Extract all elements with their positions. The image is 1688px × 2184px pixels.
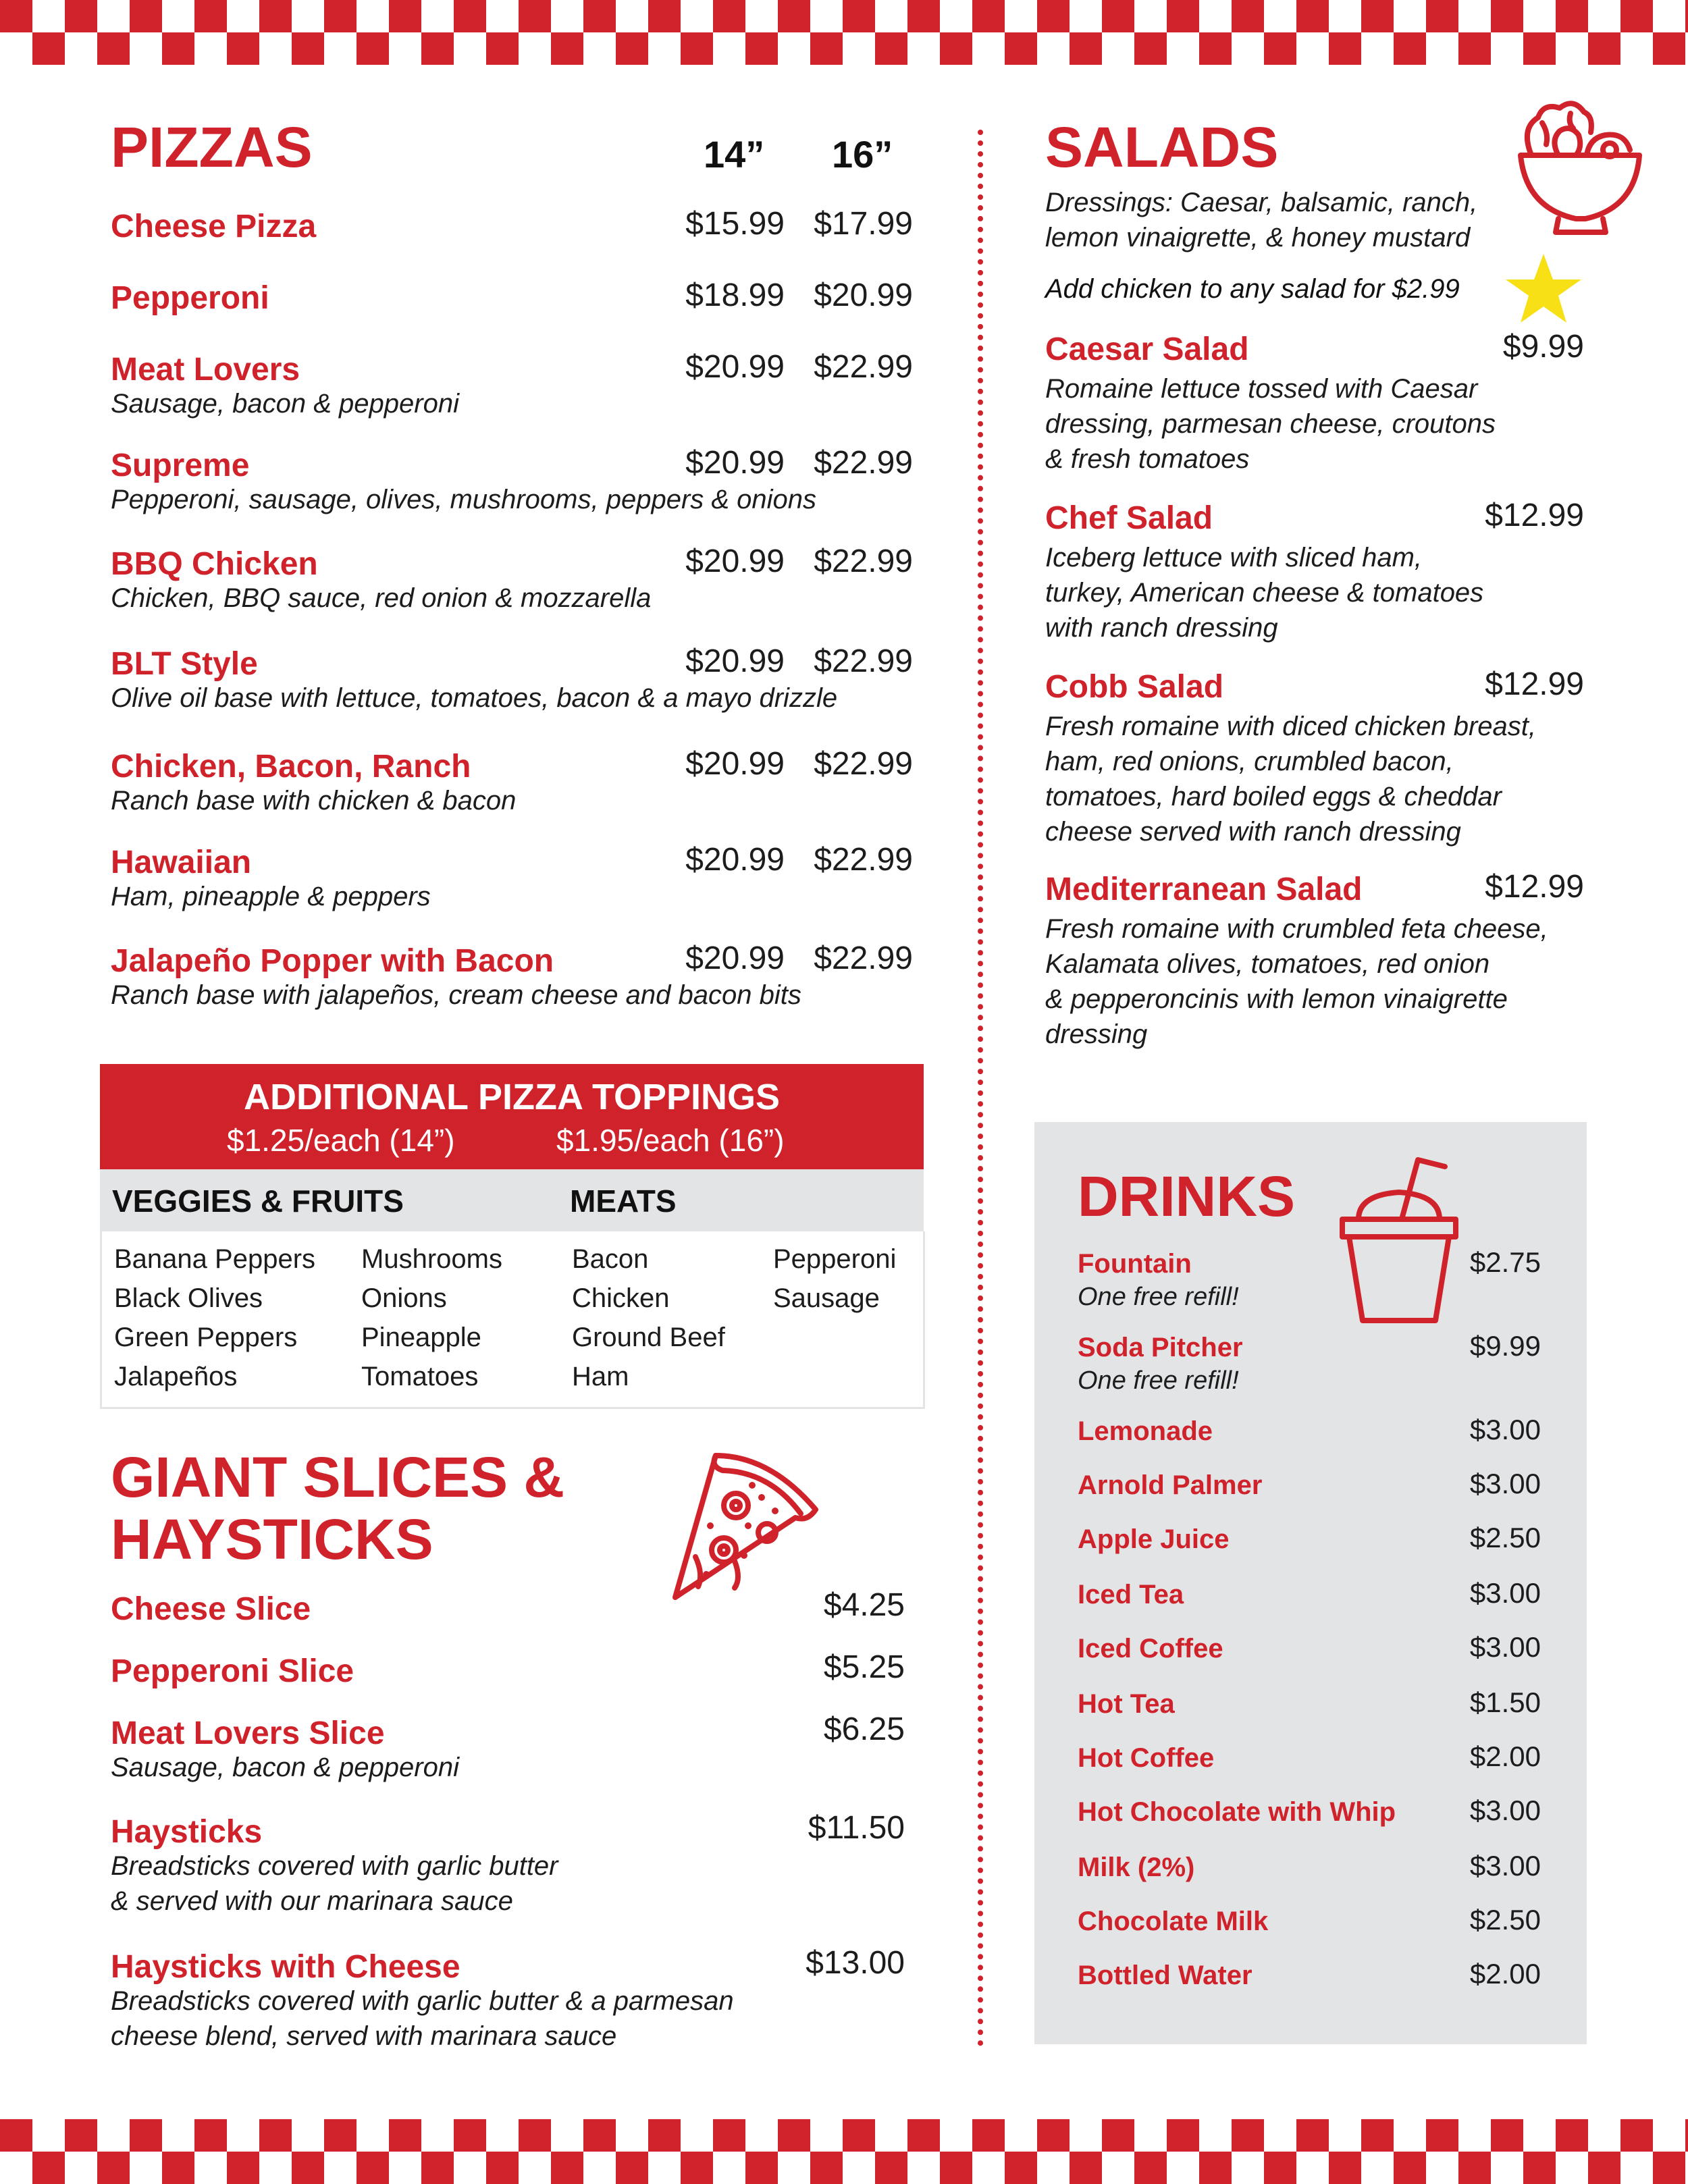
topping-item: Black Olives: [114, 1283, 263, 1313]
drink-price: $3.00: [1469, 1631, 1541, 1663]
salad-price: $12.99: [1485, 869, 1584, 905]
salad-description: Fresh romaine with diced chicken breast,: [1045, 712, 1536, 741]
salad-description: Romaine lettuce tossed with Caesar: [1045, 374, 1478, 404]
salad-description: with ranch dressing: [1045, 613, 1278, 643]
column-divider: [978, 130, 983, 2047]
pizza-price-14: $20.99: [685, 842, 785, 878]
slice-price: $4.25: [823, 1587, 905, 1623]
drink-price: $3.00: [1469, 1577, 1541, 1609]
topping-item: Chicken: [572, 1283, 670, 1313]
salad-name: Cobb Salad: [1045, 669, 1224, 705]
pizza-description: Ranch base with jalapeños, cream cheese and bacon bits: [111, 980, 801, 1010]
drink-name: Hot Tea: [1078, 1689, 1175, 1719]
topping-item: Onions: [361, 1283, 447, 1313]
salad-description: & fresh tomatoes: [1045, 444, 1250, 474]
dressings-line2: lemon vinaigrette, & honey mustard: [1045, 223, 1471, 252]
topping-item: Banana Peppers: [114, 1244, 316, 1274]
slice-name: Cheese Slice: [111, 1591, 311, 1627]
drink-price: $2.50: [1469, 1904, 1541, 1936]
drink-price: $2.50: [1469, 1522, 1541, 1553]
slice-price: $11.50: [808, 1810, 905, 1846]
pizza-name: Supreme: [111, 448, 250, 483]
slice-description: Breadsticks covered with garlic butter & a parmesan: [111, 1986, 734, 2016]
topping-item: Pepperoni: [773, 1244, 897, 1274]
pizzas-title: PIZZAS: [111, 115, 313, 179]
salads-title: SALADS: [1045, 115, 1279, 179]
pizza-name: Meat Lovers: [111, 352, 300, 388]
slice-name: Meat Lovers Slice: [111, 1715, 385, 1751]
slice-name: Pepperoni Slice: [111, 1653, 354, 1689]
salad-price: $12.99: [1485, 666, 1584, 702]
toppings-title: ADDITIONAL PIZZA TOPPINGS: [243, 1077, 781, 1117]
drink-name: Lemonade: [1078, 1416, 1213, 1446]
topping-item: Mushrooms: [361, 1244, 502, 1274]
pizza-name: Cheese Pizza: [111, 209, 317, 244]
drink-name: Fountain: [1078, 1249, 1192, 1279]
pizza-price-14: $20.99: [685, 349, 785, 385]
salad-price: $9.99: [1502, 329, 1584, 365]
pizza-price-16: $22.99: [814, 445, 913, 481]
salad-description: dressing: [1045, 1019, 1148, 1049]
pizza-description: Olive oil base with lettuce, tomatoes, bacon & a mayo drizzle: [111, 683, 838, 713]
salad-description: & pepperoncinis with lemon vinaigrette: [1045, 984, 1508, 1014]
toppings-header-row: [100, 1169, 924, 1231]
drink-description: One free refill!: [1078, 1283, 1239, 1311]
salad-description: Fresh romaine with crumbled feta cheese,: [1045, 914, 1548, 944]
drink-name: Hot Chocolate with Whip: [1078, 1797, 1396, 1827]
topping-item: Jalapeños: [114, 1362, 238, 1391]
salad-price: $12.99: [1485, 498, 1584, 533]
pizza-name: Pepperoni: [111, 280, 269, 316]
pizza-description: Chicken, BBQ sauce, red onion & mozzarella: [111, 583, 652, 613]
pizza-price-16: $22.99: [814, 643, 913, 679]
topping-item: Ground Beef: [572, 1323, 725, 1352]
pizza-description: Sausage, bacon & pepperoni: [111, 389, 459, 419]
veggies-heading: VEGGIES & FRUITS: [112, 1183, 404, 1219]
toppings-list: [100, 1231, 925, 1409]
pizza-price-16: $22.99: [814, 940, 913, 976]
toppings-price-16: $1.95/each (16”): [556, 1123, 785, 1158]
toppings-banner: [100, 1064, 924, 1169]
pizza-price-14: $20.99: [685, 746, 785, 782]
pizza-price-16: $22.99: [814, 746, 913, 782]
drink-price: $1.50: [1469, 1686, 1541, 1718]
pizza-price-14: $18.99: [685, 277, 785, 313]
pizza-price-14: $15.99: [685, 206, 785, 242]
topping-item: Ham: [572, 1362, 629, 1391]
pizza-price-16: $17.99: [814, 206, 913, 242]
drink-price: $3.00: [1469, 1414, 1541, 1445]
pizza-name: Jalapeño Popper with Bacon: [111, 943, 554, 979]
slice-price: $13.00: [806, 1945, 905, 1981]
drink-name: Bottled Water: [1078, 1961, 1252, 1990]
drink-price: $3.00: [1469, 1468, 1541, 1499]
pizza-price-16: $22.99: [814, 349, 913, 385]
salad-description: dressing, parmesan cheese, croutons: [1045, 409, 1496, 439]
pizza-price-16: $22.99: [814, 543, 913, 579]
veggies-column-1: [114, 1240, 315, 1396]
drink-cup-icon: [1331, 1154, 1467, 1330]
slice-price: $5.25: [823, 1649, 905, 1685]
slices-title-line1: GIANT SLICES &: [111, 1445, 565, 1509]
drink-price: $3.00: [1469, 1794, 1541, 1826]
slice-name: Haysticks: [111, 1814, 263, 1850]
drink-price: $2.00: [1469, 1958, 1541, 1990]
slice-price: $6.25: [823, 1711, 905, 1747]
pizza-price-14: $20.99: [685, 445, 785, 481]
salad-description: cheese served with ranch dressing: [1045, 817, 1461, 847]
meats-column-2: [773, 1240, 896, 1318]
size-14-header: 14”: [704, 133, 765, 176]
drink-name: Soda Pitcher: [1078, 1333, 1243, 1362]
salad-bowl-icon: [1511, 93, 1646, 242]
size-16-header: 16”: [832, 133, 893, 176]
salad-description: Iceberg lettuce with sliced ham,: [1045, 543, 1423, 572]
salad-description: turkey, American cheese & tomatoes: [1045, 578, 1484, 608]
pizza-name: BBQ Chicken: [111, 546, 318, 582]
salad-name: Caesar Salad: [1045, 331, 1249, 367]
checkered-border-bottom: [0, 2119, 1688, 2184]
slice-name: Haysticks with Cheese: [111, 1949, 460, 1985]
pizza-description: Pepperoni, sausage, olives, mushrooms, peppers & onions: [111, 485, 817, 514]
slice-description: Breadsticks covered with garlic butter: [111, 1851, 558, 1881]
salad-description: Kalamata olives, tomatoes, red onion: [1045, 949, 1490, 979]
drink-name: Arnold Palmer: [1078, 1470, 1263, 1500]
drink-price: $2.75: [1469, 1246, 1541, 1278]
pizza-price-16: $22.99: [814, 842, 913, 878]
drink-name: Iced Tea: [1078, 1580, 1184, 1609]
topping-item: Green Peppers: [114, 1323, 298, 1352]
slice-description: cheese blend, served with marinara sauce: [111, 2021, 617, 2051]
slice-description: Sausage, bacon & pepperoni: [111, 1753, 459, 1782]
pizza-description: Ranch base with chicken & bacon: [111, 786, 517, 816]
slices-title-line2: HAYSTICKS: [111, 1508, 433, 1571]
pizza-name: Chicken, Bacon, Ranch: [111, 749, 471, 784]
topping-item: Bacon: [572, 1244, 649, 1274]
drink-name: Apple Juice: [1078, 1524, 1230, 1554]
checkered-border-top: [0, 0, 1688, 65]
drink-name: Milk (2%): [1078, 1853, 1195, 1882]
drink-description: One free refill!: [1078, 1366, 1239, 1395]
drink-price: $2.00: [1469, 1740, 1541, 1772]
drink-price: $3.00: [1469, 1850, 1541, 1882]
pizza-name: BLT Style: [111, 646, 258, 682]
star-icon: [1503, 251, 1584, 327]
salad-name: Mediterranean Salad: [1045, 872, 1363, 907]
topping-item: Pineapple: [361, 1323, 481, 1352]
pizza-description: Ham, pineapple & peppers: [111, 882, 431, 911]
drink-name: Hot Coffee: [1078, 1743, 1215, 1773]
add-chicken-note: Add chicken to any salad for $2.99: [1045, 274, 1460, 304]
toppings-price-14: $1.25/each (14”): [227, 1123, 455, 1158]
meats-heading: MEATS: [570, 1183, 677, 1219]
salad-description: ham, red onions, crumbled bacon,: [1045, 747, 1454, 776]
pizza-price-14: $20.99: [685, 940, 785, 976]
drink-name: Chocolate Milk: [1078, 1907, 1269, 1936]
pizza-slice-icon: [668, 1442, 830, 1604]
drinks-title: DRINKS: [1078, 1165, 1296, 1228]
salad-name: Chef Salad: [1045, 500, 1213, 536]
pizza-price-16: $20.99: [814, 277, 913, 313]
veggies-column-2: [361, 1240, 502, 1396]
drink-name: Iced Coffee: [1078, 1634, 1223, 1663]
topping-item: Tomatoes: [361, 1362, 479, 1391]
slice-description: & served with our marinara sauce: [111, 1886, 513, 1916]
meats-column-1: [572, 1240, 725, 1396]
topping-item: Sausage: [773, 1283, 880, 1313]
pizza-price-14: $20.99: [685, 543, 785, 579]
pizza-price-14: $20.99: [685, 643, 785, 679]
drinks-panel: [1034, 1122, 1587, 2044]
salad-description: tomatoes, hard boiled eggs & cheddar: [1045, 782, 1502, 811]
drink-price: $9.99: [1469, 1330, 1541, 1362]
pizza-name: Hawaiian: [111, 845, 252, 880]
dressings-line1: Dressings: Caesar, balsamic, ranch,: [1045, 188, 1478, 217]
